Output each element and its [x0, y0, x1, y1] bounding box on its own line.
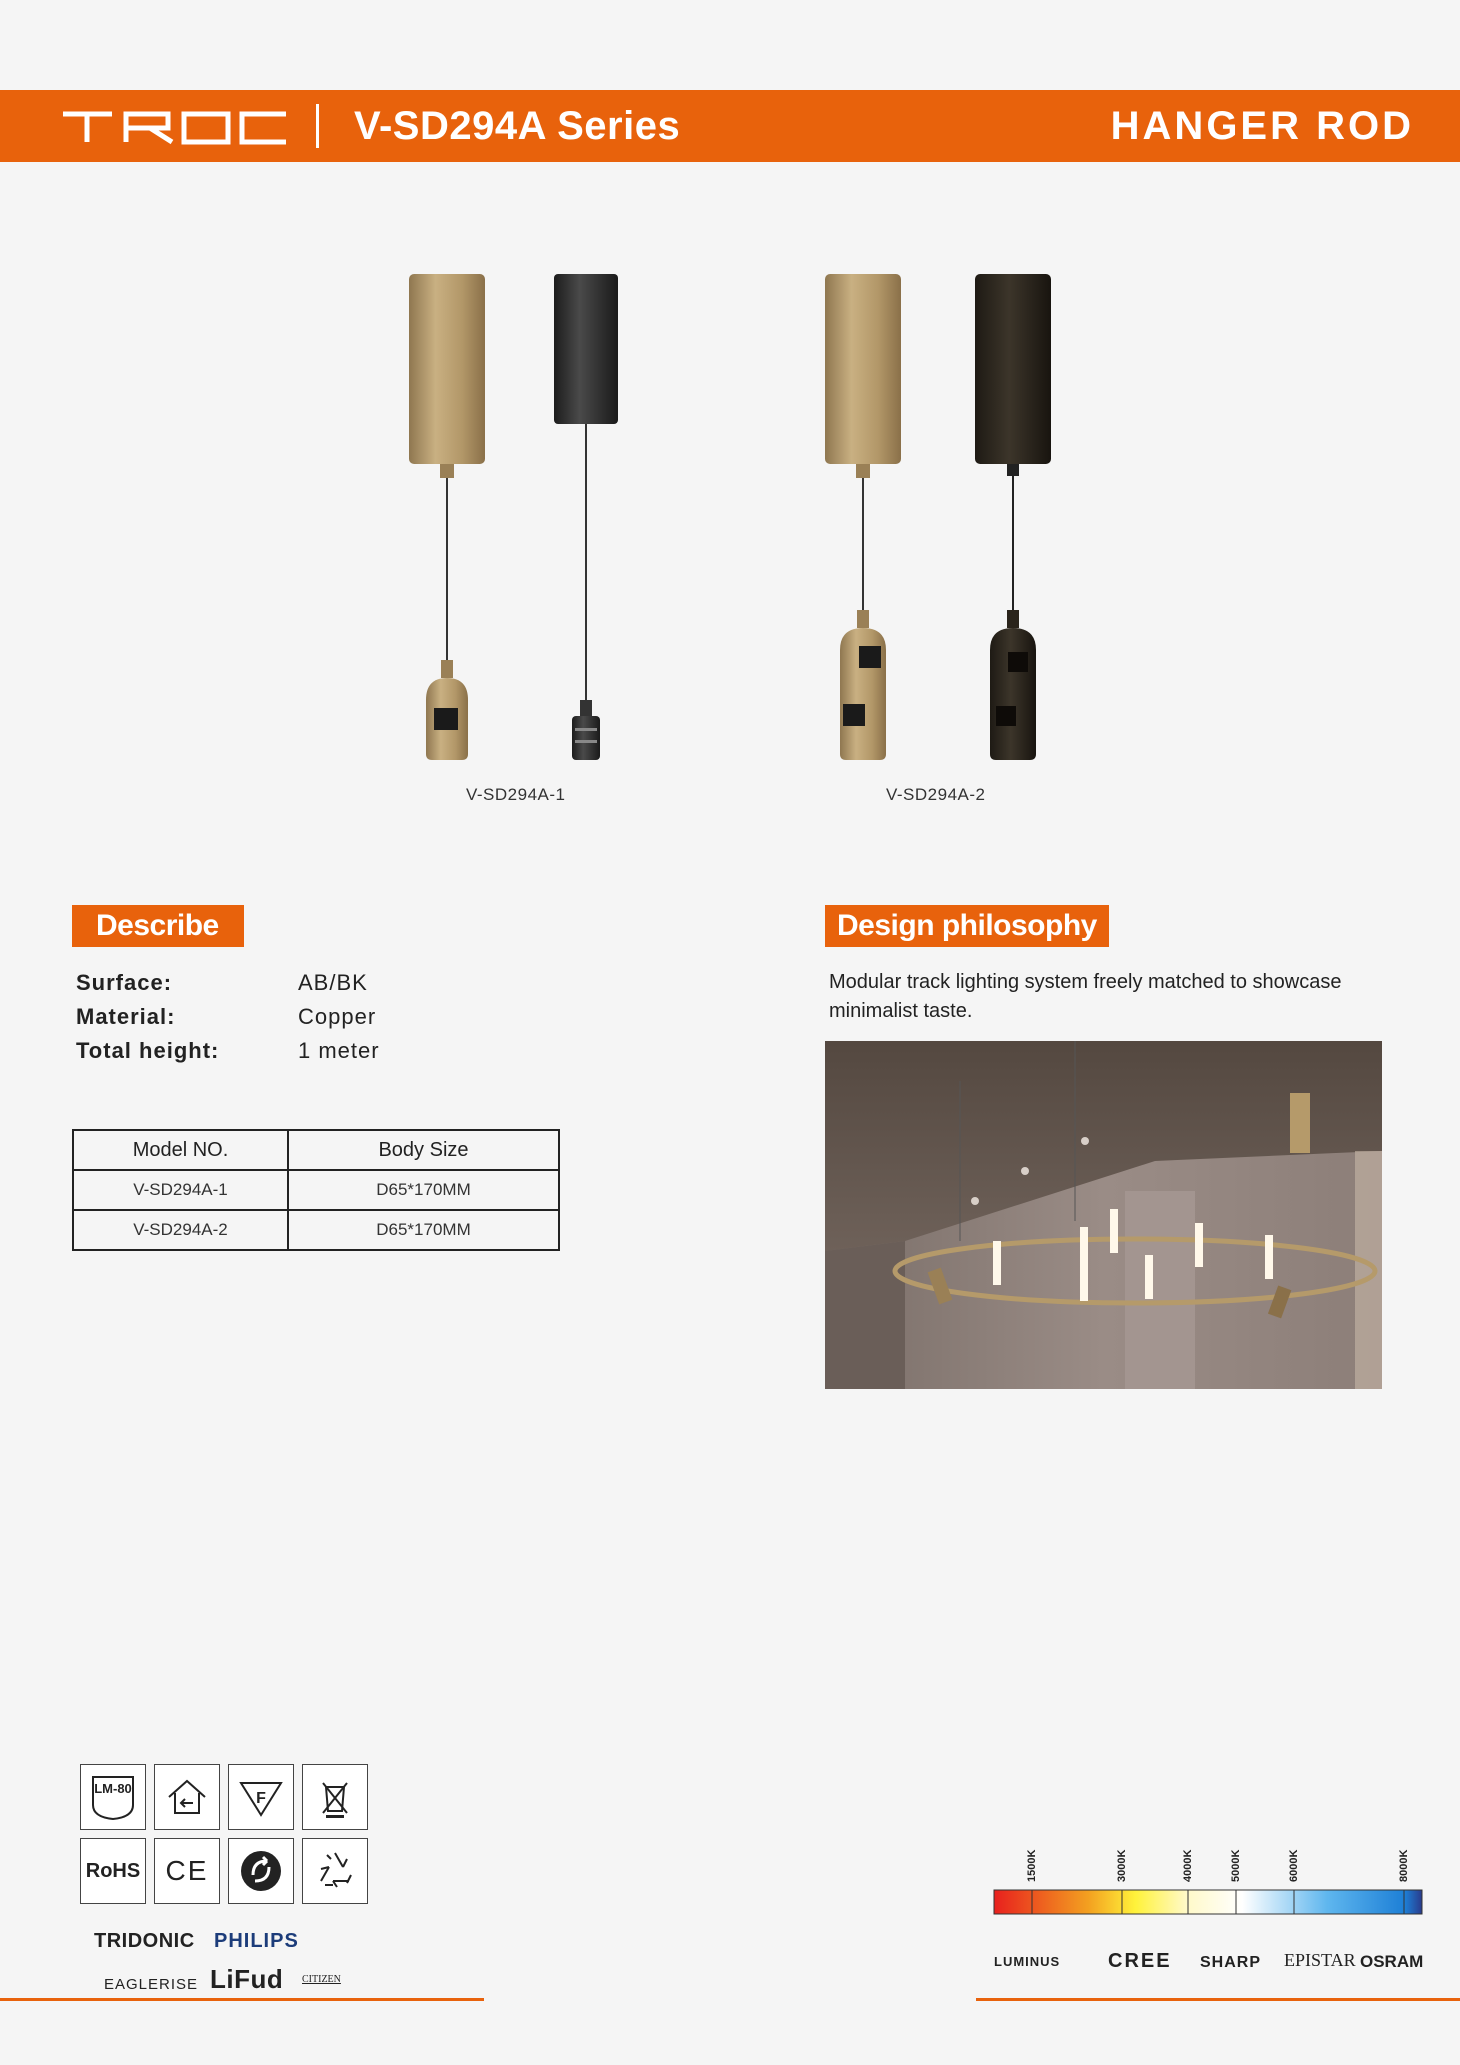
design-philosophy-heading: Design philosophy [825, 905, 1109, 947]
table-cell: V-SD294A-1 [73, 1170, 288, 1210]
sharp-logo: SHARP [1200, 1954, 1262, 1971]
ct-label: 6000K [1288, 1849, 1300, 1882]
header-bar [0, 90, 1460, 162]
bottom-rule-right [976, 1998, 1460, 2001]
f-mark-icon [237, 1773, 285, 1821]
philips-logo: PHILIPS [214, 1930, 299, 1952]
product-caption-1: V-SD294A-1 [466, 785, 566, 804]
header-divider [316, 104, 319, 148]
epistar-logo: EPISTAR [1284, 1950, 1356, 1970]
rohs-label: RoHS [85, 1859, 141, 1882]
spec-row-total-height [76, 1034, 380, 1068]
spec-key: Total height: [76, 1038, 220, 1063]
weee-cert [302, 1764, 368, 1830]
ct-label: 3000K [1116, 1849, 1128, 1882]
ce-cert [154, 1838, 220, 1904]
table-row [73, 1210, 559, 1250]
product-2-brass [825, 274, 901, 760]
ct-label: 1500K [1026, 1849, 1038, 1882]
weee-icon [311, 1773, 359, 1821]
recycle-cert [302, 1838, 368, 1904]
ce-label: CE [165, 1855, 209, 1886]
product-caption-2: V-SD294A-2 [886, 785, 986, 804]
ct-label: 5000K [1230, 1849, 1242, 1882]
spec-list [76, 966, 380, 1068]
green-dot-cert [228, 1838, 294, 1904]
spec-key: Material: [76, 1004, 176, 1029]
eaglerise-logo: EAGLERISE [104, 1976, 199, 1993]
osram-logo: OSRAM [1360, 1952, 1424, 1971]
cree-logo: CREE [1108, 1950, 1172, 1972]
lifud-logo: LiFud [210, 1964, 284, 1994]
home-icon [163, 1773, 211, 1821]
ct-label: 8000K [1398, 1849, 1410, 1882]
series-title: V-SD294A Series [354, 104, 681, 148]
spec-value: AB/BK [298, 970, 368, 995]
product-2-black [975, 274, 1051, 760]
table-cell: D65*170MM [288, 1210, 559, 1250]
f-mark-cert [228, 1764, 294, 1830]
color-temperature-scale [990, 1830, 1425, 1920]
product-1-brass [409, 274, 485, 760]
product-images [390, 260, 1090, 770]
model-table [72, 1129, 560, 1251]
table-cell: V-SD294A-2 [73, 1210, 288, 1250]
rohs-cert [80, 1838, 146, 1904]
green-dot-icon [237, 1847, 285, 1895]
lm80-icon [87, 1771, 139, 1823]
product-1-black [554, 274, 618, 760]
design-philosophy-text: Modular track lighting system freely matched to showcase minimalist taste. [829, 971, 1342, 1022]
spec-value: Copper [298, 1004, 377, 1029]
describe-heading: Describe [72, 905, 244, 947]
ct-label: 4000K [1182, 1849, 1194, 1882]
f-mark-label: F [256, 1790, 266, 1807]
citizen-logo: CITIZEN [302, 1974, 341, 1985]
spec-row-surface [76, 966, 380, 1000]
bottom-rule-left [0, 1998, 484, 2001]
table-cell: D65*170MM [288, 1170, 559, 1210]
table-header: Model NO. [73, 1130, 288, 1170]
luminus-logo: LUMINUS [994, 1954, 1061, 1969]
lm80-cert [80, 1764, 146, 1830]
scene-photo [825, 1041, 1382, 1389]
table-header: Body Size [288, 1130, 559, 1170]
spec-value: 1 meter [298, 1038, 380, 1063]
troc-logo [60, 104, 290, 148]
tridonic-logo: TRIDONIC [94, 1930, 195, 1952]
table-header-row [73, 1130, 559, 1170]
indoor-cert [154, 1764, 220, 1830]
spec-row-material [76, 1000, 380, 1034]
recycle-icon [311, 1847, 359, 1895]
lm80-label: LM-80 [94, 1781, 132, 1796]
table-row [73, 1170, 559, 1210]
category-title: HANGER ROD [1110, 104, 1414, 148]
spec-key: Surface: [76, 970, 173, 995]
